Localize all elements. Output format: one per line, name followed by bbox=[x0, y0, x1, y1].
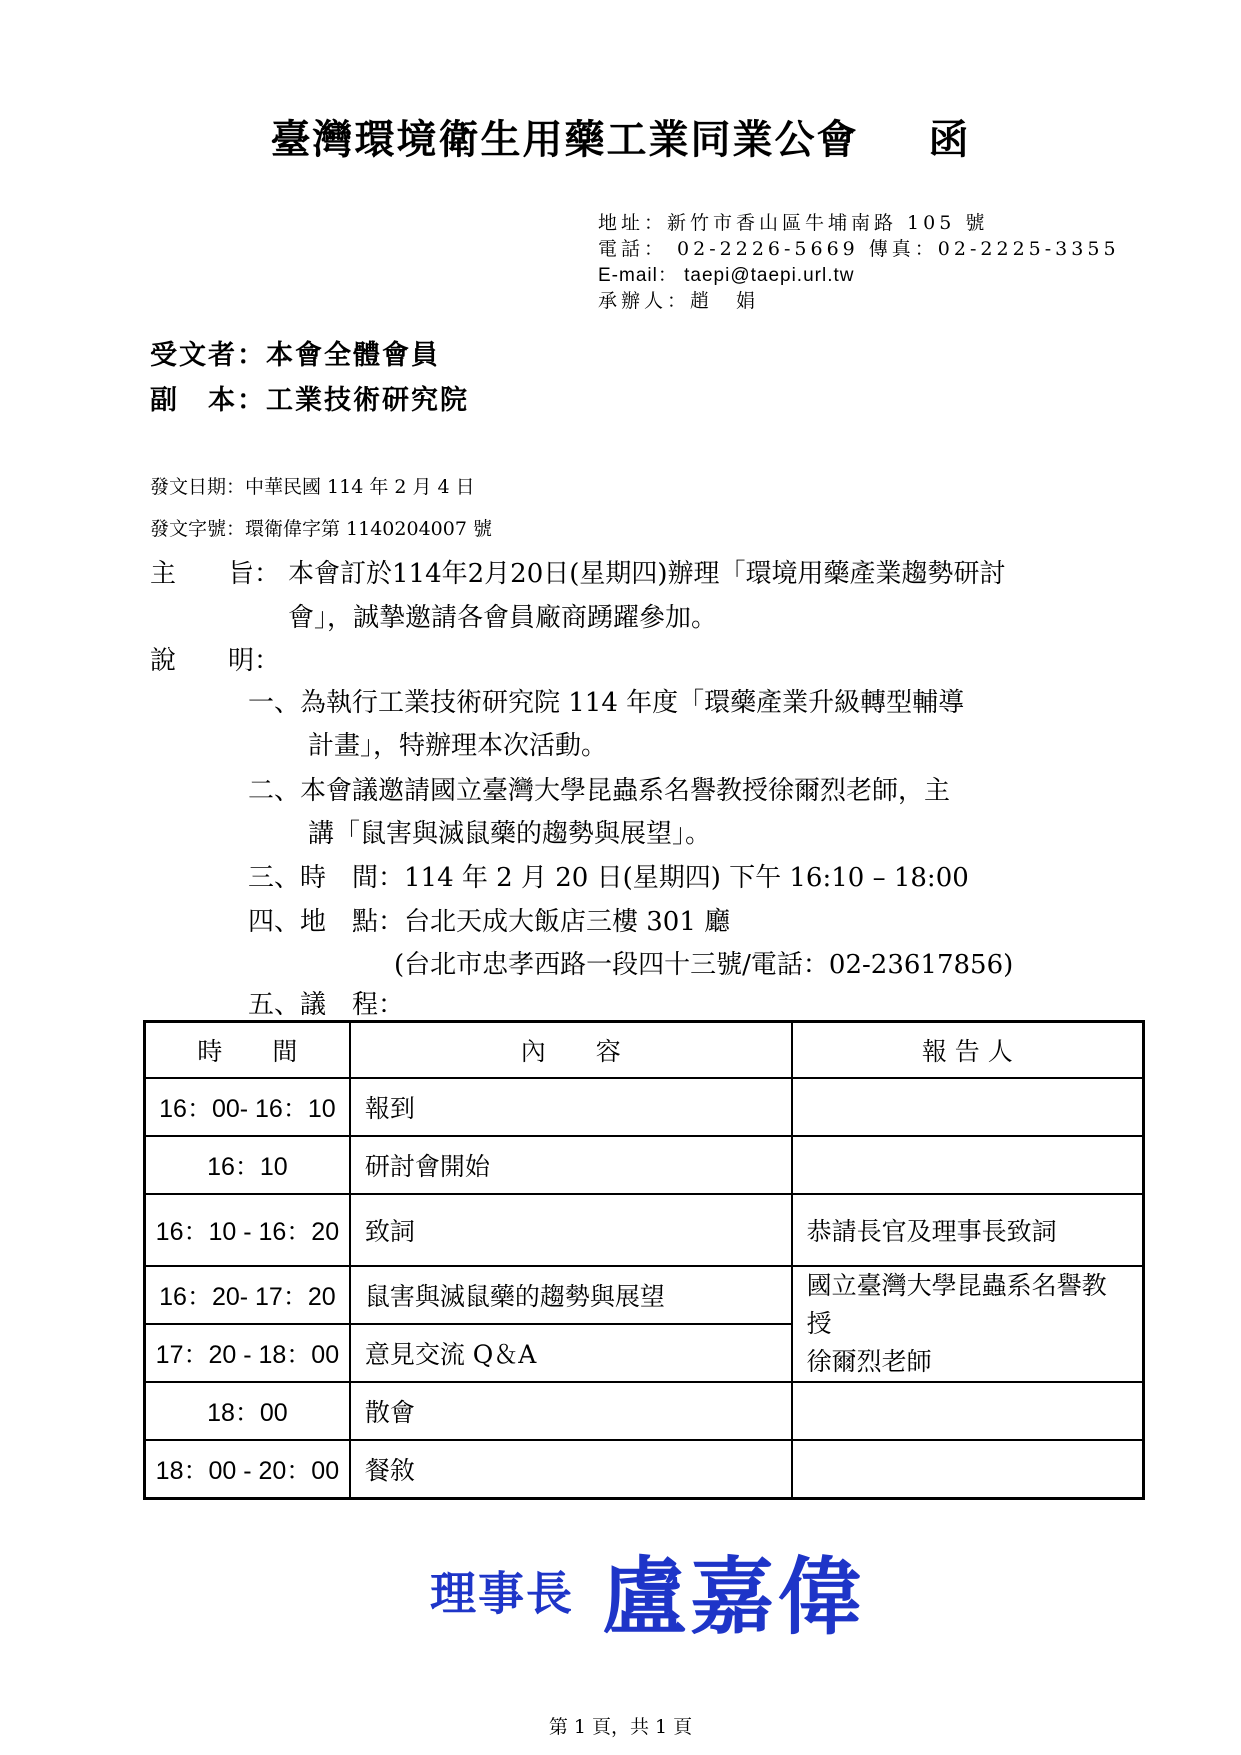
table-row bbox=[145, 1440, 1144, 1498]
signature-name: 盧嘉偉 bbox=[602, 1547, 867, 1646]
row-content: 報到 bbox=[350, 1078, 792, 1136]
explanation-label: 說 明： bbox=[150, 646, 281, 676]
row-content: 致詞 bbox=[350, 1194, 792, 1266]
phone-fax-line: 電話： 02-2226-5669 傳真：02-2225-3355 bbox=[598, 238, 1120, 260]
row-speaker bbox=[792, 1078, 1144, 1136]
table-row bbox=[145, 1266, 1144, 1324]
header-speaker: 報 告 人 bbox=[792, 1022, 1144, 1079]
subject-line-1: 本會訂於114年2月20日(星期四)辦理「環境用藥產業趨勢研討 bbox=[288, 559, 1006, 589]
explanation-item-3: 三、時 間：114 年 2 月 20 日(星期四) 下午 16:10 – 18:00 bbox=[248, 863, 969, 893]
row-time: 16：10 bbox=[145, 1136, 350, 1194]
header-time: 時 間 bbox=[145, 1022, 350, 1079]
header-content: 內 容 bbox=[350, 1022, 792, 1079]
explanation-item-1: 一、為執行工業技術研究院 114 年度「環藥產業升級轉型輔導 bbox=[248, 688, 965, 718]
subject-line-2: 會」，誠摯邀請各會員廠商踴躍參加。 bbox=[288, 603, 718, 633]
organization-name: 臺灣環境衛生用藥工業同業公會 bbox=[270, 116, 859, 163]
venue-address: (台北市忠孝西路一段四十三號/電話：02-23617856) bbox=[394, 950, 1014, 980]
address-line: 地址：新竹市香山區牛埔南路 105 號 bbox=[598, 212, 989, 234]
row-speaker bbox=[792, 1440, 1144, 1498]
issue-number: 發文字號：環衛偉字第 1140204007 號 bbox=[150, 518, 492, 540]
signature-role: 理事長 bbox=[430, 1566, 574, 1621]
explanation-item-2: 二、本會議邀請國立臺灣大學昆蟲系名譽教授徐爾烈老師，主 bbox=[248, 776, 951, 806]
row-content: 意見交流 Q＆A bbox=[350, 1324, 792, 1382]
issue-date: 發文日期：中華民國 114 年 2 月 4 日 bbox=[150, 476, 475, 498]
recipient-line: 受文者：本會全體會員 bbox=[150, 340, 440, 371]
subject-label: 主 旨： bbox=[150, 559, 281, 589]
row-content: 研討會開始 bbox=[350, 1136, 792, 1194]
email-line: E-mail： taepi@taepi.url.tw bbox=[598, 265, 855, 286]
table-row bbox=[145, 1078, 1144, 1136]
row-time: 17：20 - 18：00 bbox=[145, 1324, 350, 1382]
letterhead-title bbox=[0, 108, 1241, 165]
row-time: 16：00- 16：10 bbox=[145, 1078, 350, 1136]
row-time: 16：20- 17：20 bbox=[145, 1266, 350, 1324]
row-speaker bbox=[792, 1136, 1144, 1194]
explanation-item-5: 五、議 程： bbox=[248, 990, 405, 1020]
row-speaker-merged: 國立臺灣大學昆蟲系名譽教授 徐爾烈老師 bbox=[792, 1266, 1144, 1382]
row-time: 16：10 - 16：20 bbox=[145, 1194, 350, 1266]
cc-line: 副 本：工業技術研究院 bbox=[150, 385, 469, 416]
explanation-item-4: 四、地 點：台北天成大飯店三樓 301 廳 bbox=[248, 907, 731, 937]
agenda-table bbox=[143, 1020, 1145, 1500]
row-content: 散會 bbox=[350, 1382, 792, 1440]
contact-person-line: 承辦人：趙 娟 bbox=[598, 290, 760, 312]
table-row bbox=[145, 1382, 1144, 1440]
explanation-item-1-cont: 計畫」，特辦理本次活動。 bbox=[308, 731, 608, 761]
row-content: 鼠害與滅鼠藥的趨勢與展望 bbox=[350, 1266, 792, 1324]
row-speaker bbox=[792, 1382, 1144, 1440]
row-time: 18：00 bbox=[145, 1382, 350, 1440]
table-row bbox=[145, 1194, 1144, 1266]
table-row bbox=[145, 1136, 1144, 1194]
row-content: 餐敘 bbox=[350, 1440, 792, 1498]
row-speaker: 恭請長官及理事長致詞 bbox=[792, 1194, 1144, 1266]
page-number: 第 1 頁，共 1 頁 bbox=[548, 1716, 693, 1738]
chairman-signature bbox=[430, 1530, 866, 1651]
row-time: 18：00 - 20：00 bbox=[145, 1440, 350, 1498]
agenda-header-row bbox=[145, 1022, 1144, 1079]
document-type: 函 bbox=[928, 116, 971, 163]
explanation-item-2-cont: 講「鼠害與滅鼠藥的趨勢與展望」。 bbox=[308, 819, 712, 849]
